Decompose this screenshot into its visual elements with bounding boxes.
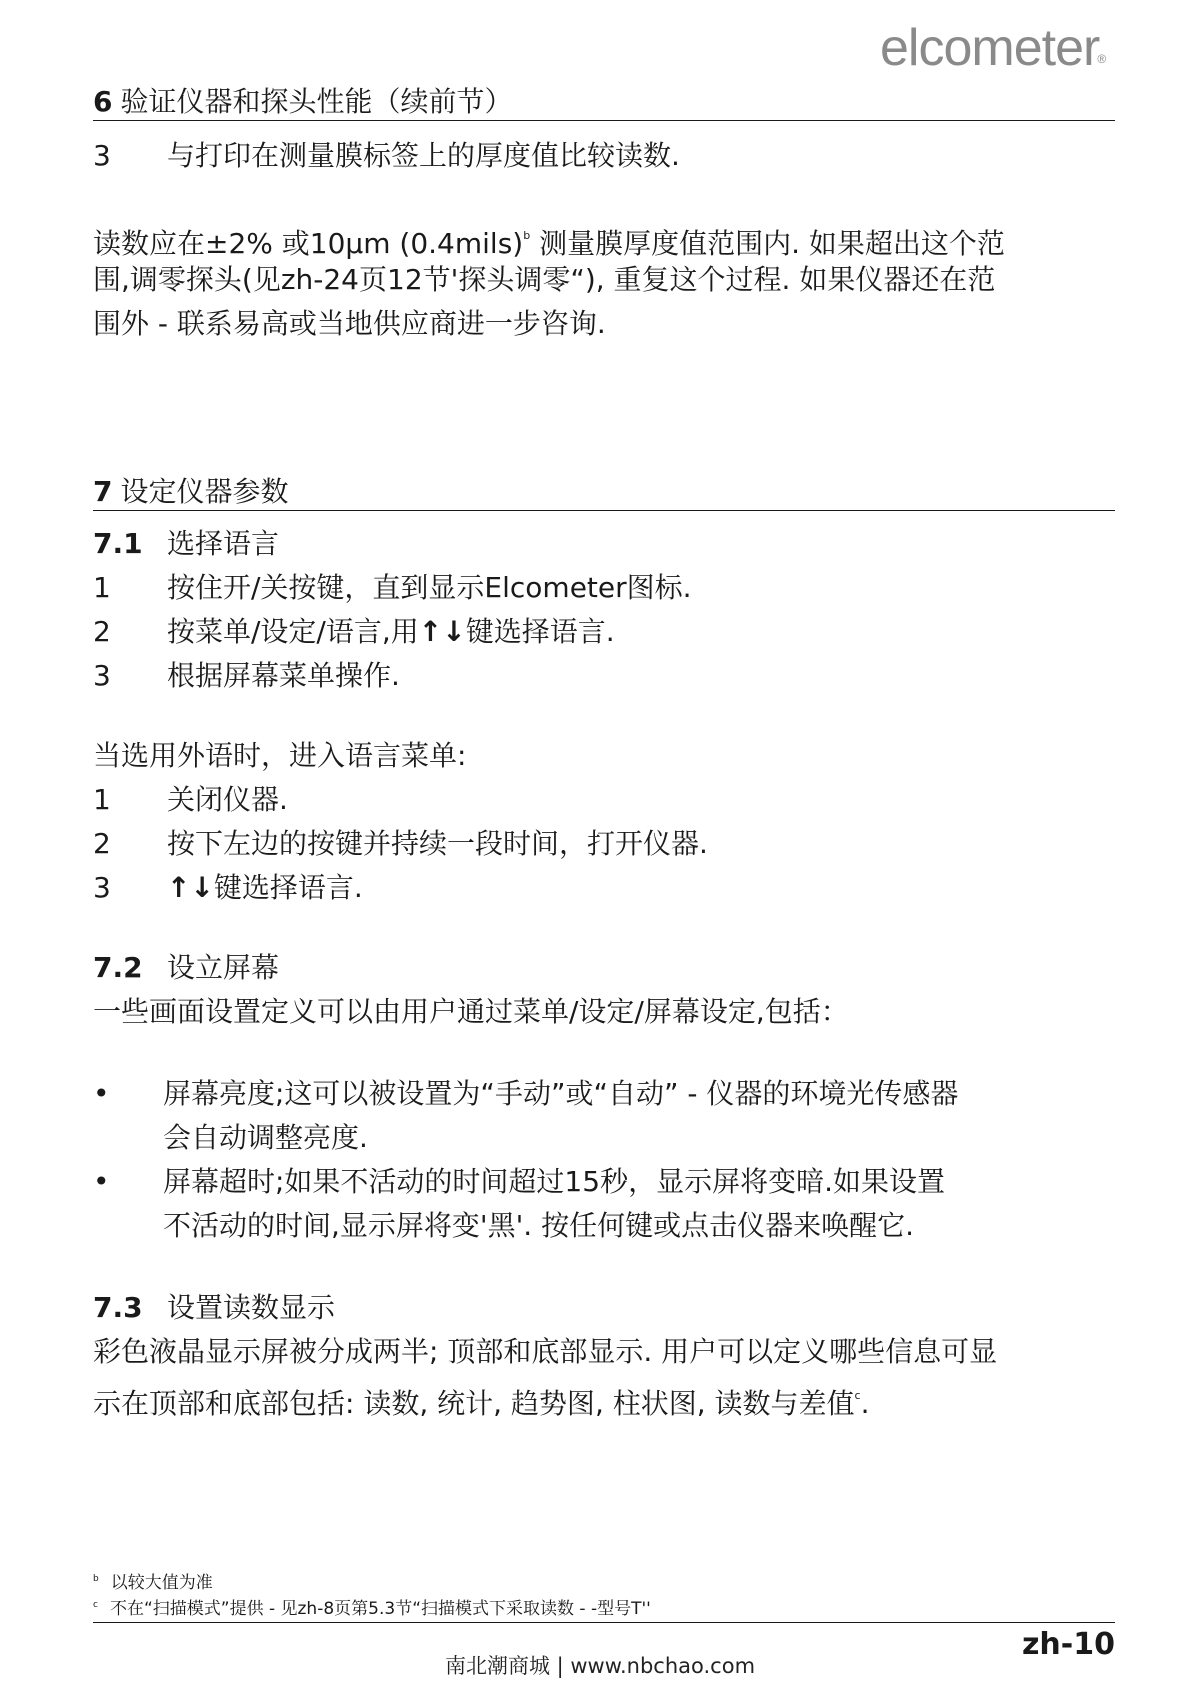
elcometer-logo: elcometer® xyxy=(880,19,1106,77)
site-watermark: 南北潮商城 | www.nbchao.com xyxy=(444,1654,756,1678)
footnote-ref-c: c xyxy=(854,1389,861,1402)
subsection-7-2-title: 7.2 设立屏幕 xyxy=(93,951,280,984)
footnote-c: $^c$ 不在“扫描模式”提供 - 见zh-8页第5.3节“扫描模式下采取读数 - -型号T'' xyxy=(93,1599,651,1619)
up-down-arrow-icon: ↑↓ xyxy=(418,615,466,648)
foreign-step-2: 2 按下左边的按键并持续一段时间，打开仪器. xyxy=(93,827,708,860)
section-6-heading: 6 验证仪器和探头性能（续前节） xyxy=(93,84,1115,121)
footnote-ref-b: b xyxy=(523,229,531,242)
sec6-paragraph-line-1: 读数应在±2% 或10μm (0.4mils)$^b$ 测量膜厚度值范围内. 如果超出这个范 xyxy=(93,227,1005,260)
page-number: zh-10 xyxy=(1021,1627,1115,1662)
up-down-arrow-icon: ↑↓ xyxy=(167,871,214,904)
sec6-paragraph-line-3: 围外 - 联系易高或当地供应商进一步咨询. xyxy=(93,307,606,340)
sec6-paragraph-line-2: 围,调零探头(见zh-24页12节'探头调零“), 重复这个过程. 如果仪器还在范 xyxy=(93,263,996,296)
s73-paragraph-line-1: 彩色液晶显示屏被分成两半; 顶部和底部显示. 用户可以定义哪些信息可显 xyxy=(93,1335,998,1368)
subsection-7-3-title: 7.3 设置读数显示 xyxy=(93,1291,336,1324)
s71-step-1: 1 按住开/关按键，直到显示Elcometer图标. xyxy=(93,571,692,604)
footnote-b: $^b$ 以较大值为准 xyxy=(93,1573,213,1593)
section-7-heading: 7 设定仪器参数 xyxy=(93,474,1115,511)
foreign-step-3: 3 ↑↓键选择语言. xyxy=(93,871,363,904)
subsection-7-1-title: 7.1 选择语言 xyxy=(93,527,280,560)
foreign-language-intro: 当选用外语时，进入语言菜单: xyxy=(93,739,467,772)
s71-step-2: 2 按菜单/设定/语言,用↑↓键选择语言. xyxy=(93,615,615,648)
sec6-step-3: 3 与打印在测量膜标签上的厚度值比较读数. xyxy=(93,139,680,172)
footer-rule xyxy=(93,1622,1115,1623)
s71-step-3: 3 根据屏幕菜单操作. xyxy=(93,659,400,692)
s73-paragraph-line-2: 示在顶部和底部包括: 读数, 统计, 趋势图, 柱状图, 读数与差值$^c$. xyxy=(93,1387,870,1420)
s72-intro: 一些画面设置定义可以由用户通过菜单/设定/屏幕设定,包括： xyxy=(93,995,849,1028)
foreign-step-1: 1 关闭仪器. xyxy=(93,783,288,816)
